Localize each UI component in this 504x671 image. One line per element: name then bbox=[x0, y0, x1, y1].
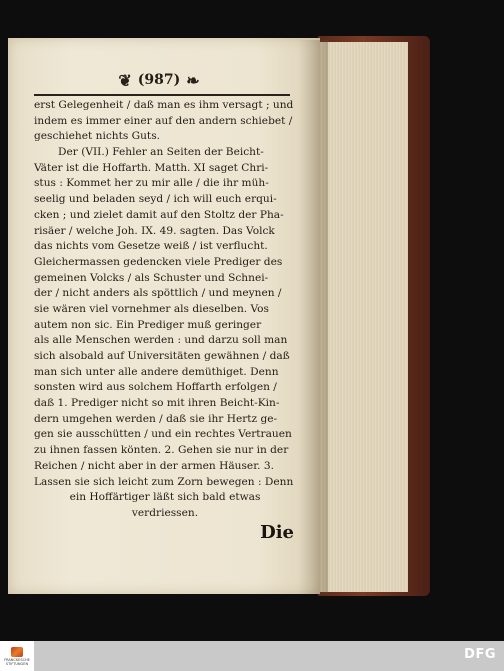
text-line: autem non sic. Ein Prediger muß geringer bbox=[34, 318, 262, 331]
logo-text-line: STIFTUNGEN bbox=[5, 661, 29, 666]
text-line: Gleichermassen gedencken viele Prediger des bbox=[34, 255, 283, 268]
book-page bbox=[8, 38, 320, 594]
text-line: Lassen sie sich leicht zum Zorn bewegen : Denn bbox=[34, 475, 294, 488]
text-line: als alle Menschen werden : und darzu soll man bbox=[34, 334, 288, 347]
text-line: seelig und beladen seyd / ich will euch erqui- bbox=[34, 193, 277, 206]
text-line: sonsten wird aus solchem Hoffarth erfolgen / bbox=[34, 381, 277, 394]
text-line: sich alsobald auf Universitäten gewähnen / daß bbox=[34, 350, 290, 362]
dfg-logo[interactable]: DFG bbox=[464, 647, 496, 662]
book bbox=[0, 36, 432, 596]
text-line: Väter ist die Hoffarth. Matth. XI saget Chri- bbox=[34, 161, 269, 174]
page-text bbox=[34, 98, 296, 522]
ornament-right-icon: ❧ bbox=[186, 70, 200, 90]
institution-logo[interactable] bbox=[0, 641, 34, 671]
text-line: Der (VII.) Fehler an Seiten der Beicht- bbox=[58, 146, 264, 159]
text-line: sie wären viel vornehmer als dieselben. Vos bbox=[34, 302, 269, 315]
page-header bbox=[104, 70, 214, 90]
header-rule bbox=[34, 94, 290, 96]
text-line: ein Hoffärtiger läßt sich bald etwas bbox=[69, 491, 261, 504]
text-line: geschiehet nichts Guts. bbox=[34, 130, 160, 143]
text-line: das nichts vom Gesetze weiß / ist verflucht. bbox=[34, 240, 268, 253]
text-line: indem es immer einer auf den andern schiebet / bbox=[34, 114, 293, 127]
text-line: man sich unter alle andere demüthiget. Denn bbox=[34, 365, 279, 378]
text-line: zu ihnen fassen könten. 2. Gehen sie nur in der bbox=[34, 444, 289, 457]
text-line: Reichen / nicht aber in der armen Häuser. 3. bbox=[34, 459, 274, 472]
logo-text-line: FRANCKESCHE bbox=[4, 657, 30, 662]
catchword: Die bbox=[260, 522, 294, 543]
text-line: gen sie ausschütten / und ein rechtes Vertrauen bbox=[34, 428, 292, 441]
text-line: cken ; und zielet damit auf den Stoltz der Pha- bbox=[34, 208, 284, 221]
viewer-footer bbox=[0, 641, 504, 671]
institution-logo-text bbox=[4, 658, 30, 666]
text-line: stus : Kommet her zu mir alle / die ihr müh- bbox=[34, 177, 269, 190]
text-line: daß 1. Prediger nicht so mit ihren Beicht-Kin- bbox=[34, 397, 280, 410]
text-line: gemeinen Volcks / als Schuster und Schnei- bbox=[34, 271, 269, 284]
page-number: (987) bbox=[137, 72, 181, 88]
ornament-left-icon: ❦ bbox=[118, 70, 132, 90]
text-line: risäer / welche Joh. IX. 49. sagten. Das Volck bbox=[34, 224, 275, 237]
text-line: der / nicht anders als spöttlich / und meynen / bbox=[34, 287, 282, 300]
institution-logo-icon bbox=[11, 647, 23, 657]
text-line: verdriessen. bbox=[131, 506, 199, 519]
text-line: erst Gelegenheit / daß man es ihm versagt ; und bbox=[34, 99, 294, 111]
text-line: dern umgehen werden / daß sie ihr Hertz ge- bbox=[34, 412, 278, 425]
spine-shadow bbox=[298, 40, 328, 594]
